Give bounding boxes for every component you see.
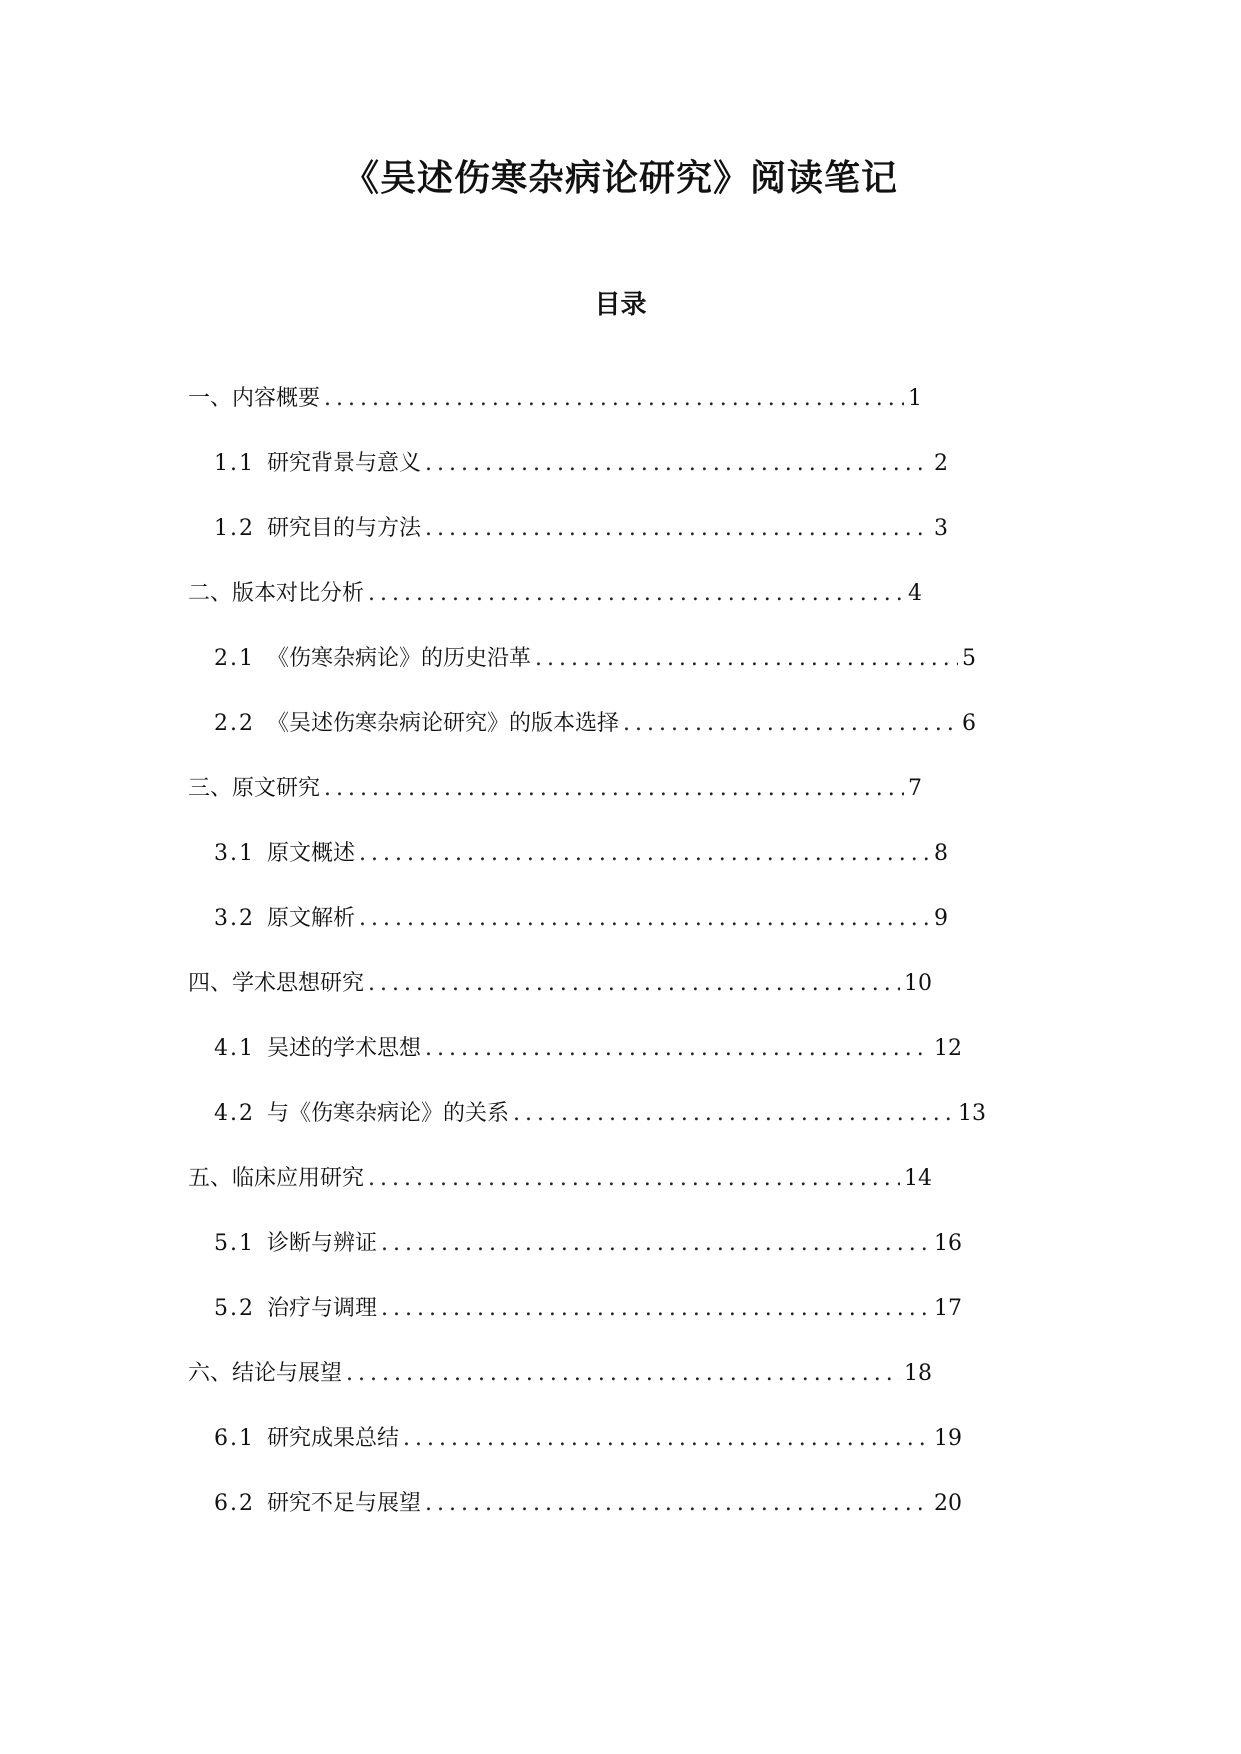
- toc-page-number: 5: [962, 646, 976, 671]
- toc-page-number: 2: [934, 451, 948, 476]
- dot-leader: [324, 774, 904, 804]
- toc-entry-4-1[interactable]: [188, 1034, 962, 1099]
- dot-leader: [359, 839, 930, 869]
- toc-entry-label: 四、学术思想研究: [188, 971, 365, 996]
- toc-entry-6-1[interactable]: [188, 1424, 962, 1489]
- dot-leader: [425, 1489, 930, 1519]
- toc-page-number: 19: [934, 1426, 962, 1451]
- toc-entry-label: 原文解析: [267, 906, 356, 931]
- toc-page-number: 7: [908, 776, 922, 801]
- dot-leader: [381, 1294, 930, 1324]
- toc-section-number: 1.2: [214, 516, 255, 541]
- dot-leader: [425, 449, 930, 479]
- dot-leader: [623, 709, 958, 739]
- dot-leader: [425, 1034, 930, 1064]
- toc-page-number: 10: [904, 971, 932, 996]
- toc-page-number: 3: [934, 516, 948, 541]
- toc-entry-6[interactable]: [188, 1359, 932, 1424]
- toc-entry-5[interactable]: [188, 1164, 932, 1229]
- toc-section-number: 5.2: [214, 1296, 255, 1321]
- toc-page-number: 13: [958, 1101, 986, 1126]
- toc-entry-label: 研究不足与展望: [267, 1491, 422, 1516]
- toc-entry-2-1[interactable]: [188, 644, 986, 709]
- dot-leader: [425, 514, 930, 544]
- toc-entry-1[interactable]: [188, 384, 932, 449]
- toc-section-number: 2.1: [214, 646, 255, 671]
- dot-leader: [368, 1164, 900, 1194]
- dot-leader: [403, 1424, 930, 1454]
- toc-page-number: 20: [934, 1491, 962, 1516]
- toc-section-number: 6.2: [214, 1491, 255, 1516]
- toc-page-number: 12: [934, 1036, 962, 1061]
- toc-entry-2[interactable]: [188, 579, 932, 644]
- dot-leader: [346, 1359, 900, 1389]
- dot-leader: [368, 969, 900, 999]
- toc-entry-label: 原文概述: [267, 841, 356, 866]
- toc-page-number: 9: [934, 906, 948, 931]
- toc-entry-3-1[interactable]: [188, 839, 958, 904]
- toc-section-number: 4.1: [214, 1036, 255, 1061]
- toc-page-number: 6: [962, 711, 976, 736]
- toc-section-number: 6.1: [214, 1426, 255, 1451]
- toc-entry-label: 《伤寒杂病论》的历史沿革: [267, 646, 532, 671]
- toc-page-number: 1: [908, 386, 922, 411]
- toc-section-number: 1.1: [214, 451, 255, 476]
- toc-page-number: 14: [904, 1166, 932, 1191]
- toc-entry-label: 一、内容概要: [188, 386, 321, 411]
- dot-leader: [359, 904, 930, 934]
- document-title: 《吴述伤寒杂病论研究》阅读笔记: [342, 157, 898, 199]
- toc-page-number: 18: [904, 1361, 932, 1386]
- toc-section-number: 3.2: [214, 906, 255, 931]
- dot-leader: [513, 1099, 954, 1129]
- toc-entry-3[interactable]: [188, 774, 932, 839]
- toc-section-number: 5.1: [214, 1231, 255, 1256]
- toc-entry-4-2[interactable]: [188, 1099, 986, 1164]
- toc-entry-1-1[interactable]: [188, 449, 958, 514]
- toc-page-number: 4: [908, 581, 922, 606]
- toc-entry-label: 治疗与调理: [267, 1296, 378, 1321]
- toc-page-number: 16: [934, 1231, 962, 1256]
- toc-entry-label: 研究背景与意义: [267, 451, 422, 476]
- toc-entry-label: 吴述的学术思想: [267, 1036, 422, 1061]
- toc-heading: 目录: [594, 290, 647, 320]
- toc-entry-label: 研究成果总结: [267, 1426, 400, 1451]
- toc-entry-4[interactable]: [188, 969, 932, 1034]
- toc-entry-label: 六、结论与展望: [188, 1361, 343, 1386]
- table-of-contents: [188, 384, 986, 1554]
- toc-entry-2-2[interactable]: [188, 709, 986, 774]
- toc-entry-label: 诊断与辨证: [267, 1231, 378, 1256]
- toc-entry-label: 与《伤寒杂病论》的关系: [267, 1101, 510, 1126]
- toc-entry-label: 二、版本对比分析: [188, 581, 365, 606]
- toc-page-number: 8: [934, 841, 948, 866]
- dot-leader: [535, 644, 958, 674]
- toc-entry-label: 研究目的与方法: [267, 516, 422, 541]
- toc-entry-3-2[interactable]: [188, 904, 958, 969]
- dot-leader: [368, 579, 904, 609]
- toc-entry-6-2[interactable]: [188, 1489, 962, 1554]
- toc-entry-label: 五、临床应用研究: [188, 1166, 365, 1191]
- toc-entry-label: 三、原文研究: [188, 776, 321, 801]
- toc-entry-5-2[interactable]: [188, 1294, 962, 1359]
- toc-section-number: 2.2: [214, 711, 255, 736]
- toc-section-number: 3.1: [214, 841, 255, 866]
- dot-leader: [381, 1229, 930, 1259]
- toc-entry-1-2[interactable]: [188, 514, 958, 579]
- toc-entry-5-1[interactable]: [188, 1229, 962, 1294]
- dot-leader: [324, 384, 904, 414]
- toc-entry-label: 《吴述伤寒杂病论研究》的版本选择: [267, 711, 620, 736]
- toc-page-number: 17: [934, 1296, 962, 1321]
- toc-section-number: 4.2: [214, 1101, 255, 1126]
